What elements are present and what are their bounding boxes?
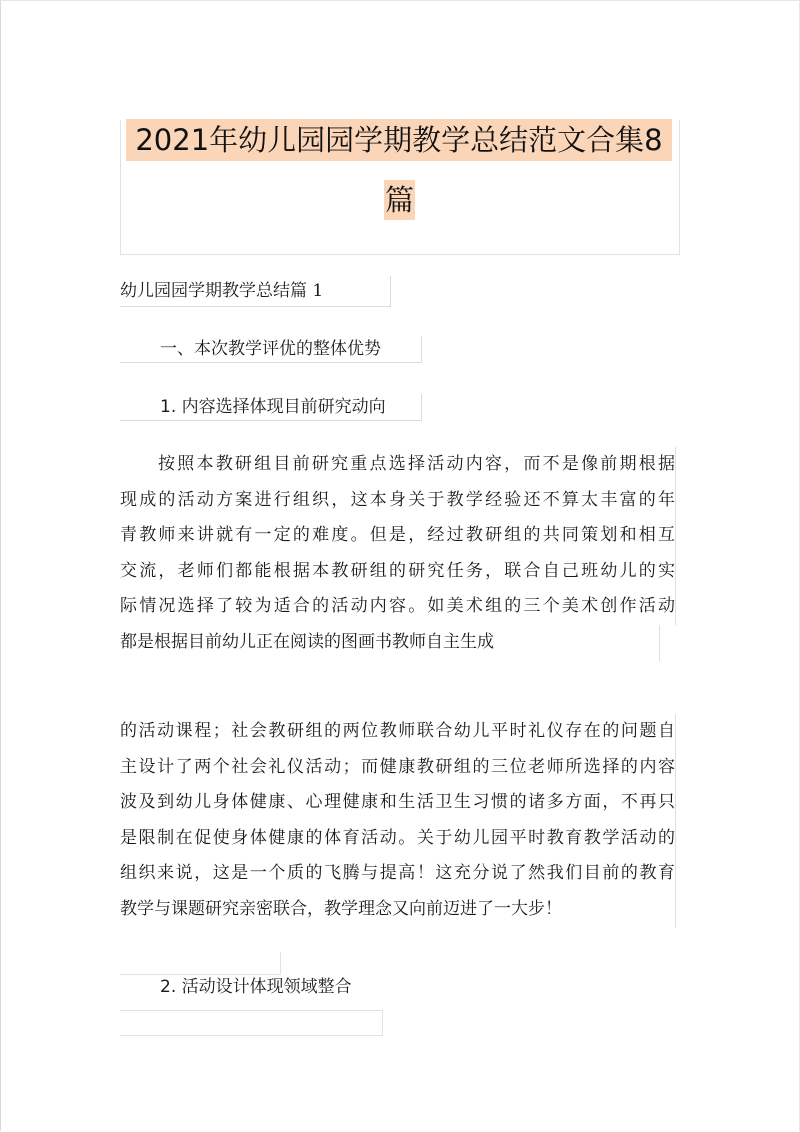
paragraph-line: 按照本教研组目前研究重点选择活动内容，而不是像前期根据 bbox=[120, 447, 676, 483]
empty-line-rule bbox=[120, 952, 281, 975]
section-heading: 幼儿园园学期教学总结篇 1 bbox=[120, 276, 391, 307]
paragraph-line: 际情况选择了较为适合的活动内容。如美术组的三个美术创作活动 bbox=[120, 589, 676, 625]
document-title-continued: 篇 bbox=[384, 180, 415, 220]
paragraph-activity-curriculum bbox=[120, 714, 676, 928]
paragraph-line: 青教师来讲就有一定的难度。但是，经过教研组的共同策划和相互 bbox=[120, 518, 676, 554]
paragraph-line: 波及到幼儿身体健康、心理健康和生活卫生习惯的诸多方面，不再只 bbox=[120, 785, 676, 821]
point-content-selection: 1. 内容选择体现目前研究动向 bbox=[120, 394, 422, 421]
empty-line-rule bbox=[120, 1010, 383, 1036]
paragraph-line: 主设计了两个社会礼仪活动；而健康教研组的三位老师所选择的内容 bbox=[120, 750, 676, 786]
paragraph-line: 组织来说，这是一个质的飞腾与提高！这充分说了然我们目前的教育 bbox=[120, 856, 676, 892]
paragraph-line: 是限制在促使身体健康的体育活动。关于幼儿园平时教育教学活动的 bbox=[120, 821, 676, 857]
paragraph-line: 现成的活动方案进行组织，这本身关于教学经验还不算太丰富的年 bbox=[120, 483, 676, 519]
point-domain-integration: 2. 活动设计体现领域整合 bbox=[160, 977, 352, 997]
paragraph-line: 的活动课程；社会教研组的两位教师联合幼儿平时礼仪存在的问题自 bbox=[120, 714, 676, 750]
paragraph-line: 教学与课题研究亲密联合，教学理念又向前迈进了一大步！ bbox=[120, 892, 676, 928]
paragraph-line: 都是根据目前幼儿正在阅读的图画书教师自主生成 bbox=[120, 625, 660, 661]
subheading-overall-advantages: 一、本次教学评优的整体优势 bbox=[120, 336, 422, 363]
paragraph-line: 交流，老师们都能根据本教研组的研究任务，联合自己班幼儿的实 bbox=[120, 554, 676, 590]
document-title: 2021年幼儿园园学期教学总结范文合集8 bbox=[126, 119, 672, 161]
paragraph-content-selection bbox=[120, 447, 676, 661]
